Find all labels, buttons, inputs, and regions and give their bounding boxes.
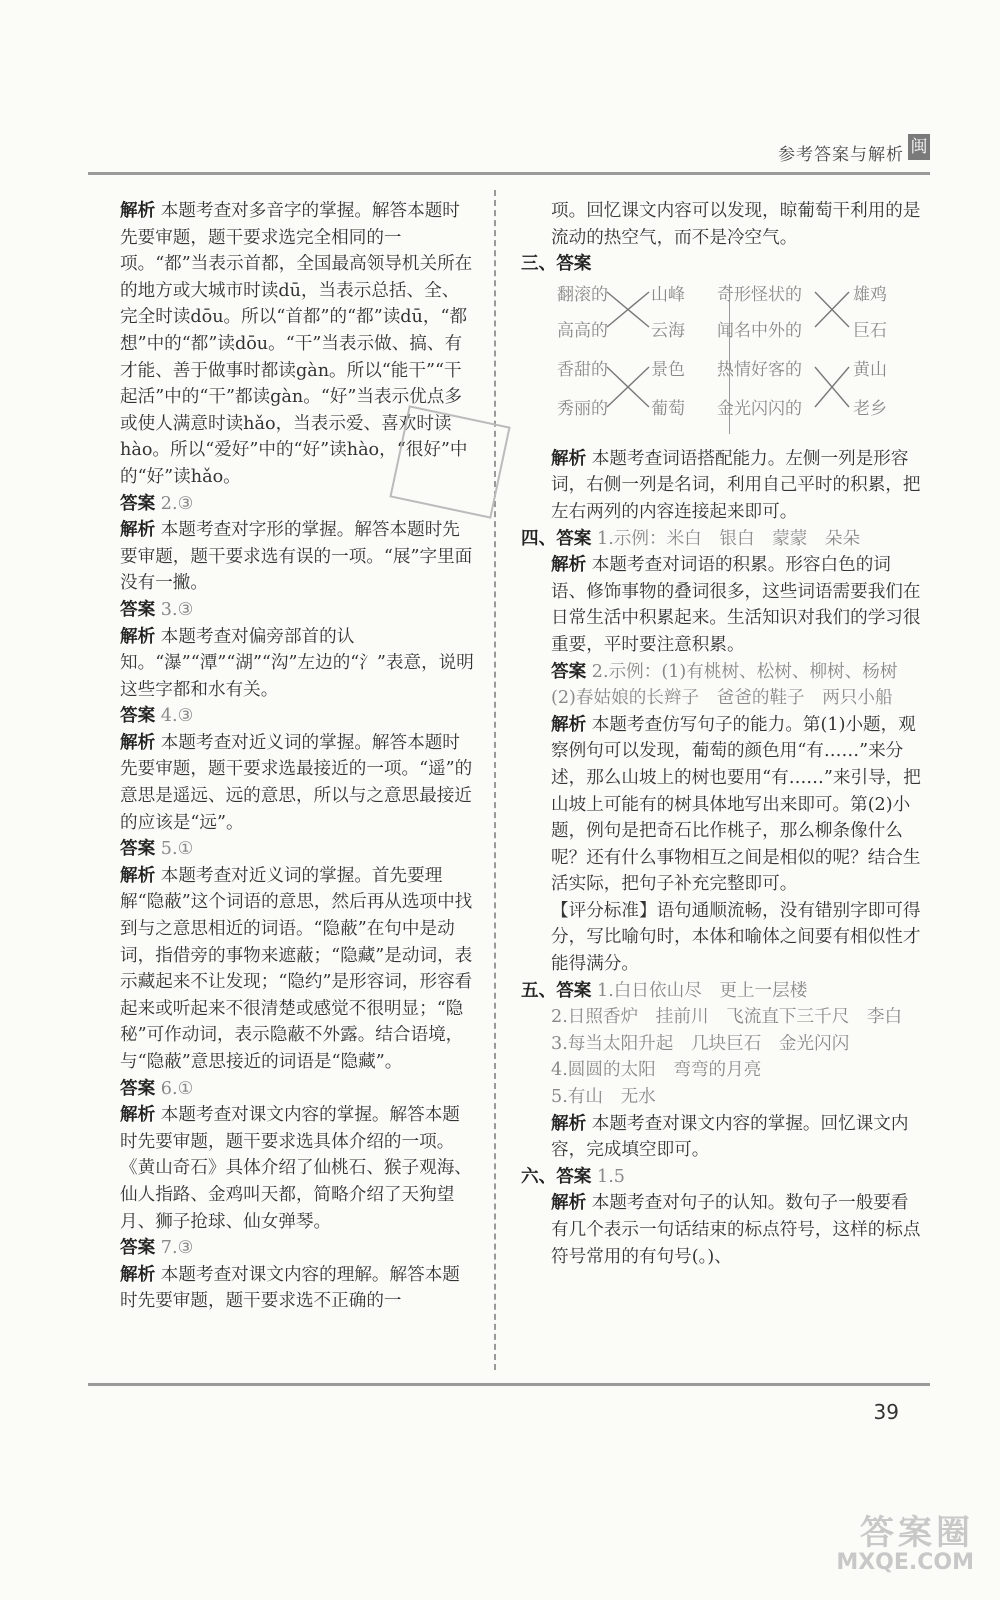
match-right-b-1: 雄鸡 [853,284,887,305]
section-4-criteria: 【评分标准】语句通顺流畅，没有错别字即可得分，写比喻句时，本体和喻体之间要有相似性才能得满分。 [551,900,921,975]
match-left-b-1: 奇形怪状的 [717,284,802,305]
analysis-paragraph: 解析 本题考查对字形的掌握。解答本题时先要审题，题干要求选有误的一项。“展”字里面没有一撇。 [120,520,473,594]
analysis-paragraph: 解析 本题考查对多音字的掌握。解答本题时先要审题，题干要求选完全相同的一项。“都”当表示首都，全国最高领导机关所在的地方或大城市时读dū，当表示总括、全、完全时读dōu。所以“首都”的“都”读dū，“都想”中的“都”读dōu。“干”当表示做、搞、有才能、善于做事时都读gàn。所以“能干”“干起活”中的“干”都读gàn。“好”当表示优点多或使人满意时读hǎo，当表示爱、喜欢时读hào。所以“爱好”中的“好”读hào，“很好”中的“好”读hǎo。 [120,201,473,487]
answer-line: 答案 7.③ [120,1238,194,1259]
analysis-paragraph: 解析 本题考查对近义词的掌握。首先要理解“隐蔽”这个词语的意思，然后再从选项中找到与之意思相近的词语。“隐蔽”在句中是动词，指借旁的事物来遮蔽；“隐藏”是动词，表示藏起来不让发现；“隐约”是形容词，形容看起来或听起来不很清楚或感觉不很明显；“隐秘”可作动词，表示隐蔽不外露。结合语境，与“隐蔽”意思接近的词语是“隐藏”。 [120,865,473,1072]
analysis-paragraph: 解析 本题考查对课文内容的理解。解答本题时先要审题，题干要求选不正确的一 [120,1264,460,1312]
section-4-analysis-2: 解析 本题考查仿写句子的能力。第(1)小题，观察例句可以发现，葡萄的颜色用“有……”来分述，那么山坡上的树也要用“有……”来引导，把山坡上可能有的树具体地写出来即可。第(2)小题，例句是把奇石比作桃子，那么柳条像什么呢？还有什么事物相互之间是相似的呢？结合生活实际，把句子补充完整即可。 [551,714,921,895]
header-badge: 闽 [908,134,930,160]
watermark-url: MXQE.COM [836,1550,974,1575]
match-left-b-4: 金光闪闪的 [717,398,802,419]
section-4-analysis-1: 解析 本题考查对词语的积累。形容白色的词语、修饰事物的叠词很多，这些词语需要我们在日常生活中积累起来。生活知识对我们的学习很重要，平时要注意积累。 [551,555,921,655]
word-matching-diagram [557,282,921,442]
section-5-answer-2: 2.日照香炉 挂前川 飞流直下三千尺 李白 [551,1007,903,1028]
match-left-a-2: 高高的 [557,320,608,341]
match-right-a-1: 山峰 [651,284,685,305]
left-column [120,198,476,1315]
section-5-answer-1: 1.白日依山尽 更上一层楼 [597,980,808,1001]
section-4-answer-1: 1.示例：米白 银白 蒙蒙 朵朵 [597,528,861,549]
section-6-number: 六、 [521,1166,557,1187]
section-6-answer: 1.5 [597,1166,625,1187]
section-5-answer-5: 5.有山 无水 [551,1087,656,1108]
column-divider [494,190,496,1370]
section-3-analysis: 解析 本题考查词语搭配能力。左侧一列是形容词，右侧一列是名词，利用自己平时的积累，把左右两列的内容连接起来即可。 [551,448,921,522]
answer-line: 答案 4.③ [120,706,194,727]
match-left-a-3: 香甜的 [557,359,608,380]
analysis-paragraph: 解析 本题考查对近义词的掌握。解答本题时先要审题，题干要求选最接近的一项。“遥”的意思是遥远、远的意思，所以与之意思最接近的应该是“远”。 [120,732,473,833]
match-left-a-4: 秀丽的 [557,398,608,419]
match-left-b-2: 闻名中外的 [717,320,802,341]
answer-line: 答案 2.③ [120,493,194,514]
section-4-number: 四、 [521,528,557,549]
match-right-b-3: 黄山 [853,359,887,380]
section-6-analysis: 解析 本题考查对句子的认知。数句子一般要看有几个表示一句话结束的标点符号，这样的标点符号常用的有句号(。)、 [551,1193,921,1267]
header-title: 参考答案与解析 [778,145,904,165]
analysis-paragraph: 解析 本题考查对偏旁部首的认知。“瀑”“潭”“湖”“沟”左边的“氵”表意，说明这些字都和水有关。 [120,626,474,700]
top-divider [88,172,930,175]
section-4-answer-2: 答案 2.示例：(1)有桃树、松树、柳树、杨树 [551,661,898,682]
section-5-answer-4: 4.圆圆的太阳 弯弯的月亮 [551,1060,762,1081]
analysis-paragraph: 解析 本题考查对课文内容的掌握。解答本题时先要审题，题干要求选具体介绍的一项。《黄山奇石》具体介绍了仙桃石、猴子观海、仙人指路、金鸡叫天都，简略介绍了天狗望月、狮子抢球、仙女弹琴。 [120,1105,472,1232]
answer-line: 答案 5.① [120,839,194,860]
section-5-answer-3: 3.每当太阳升起 几块巨石 金光闪闪 [551,1033,850,1054]
match-left-b-3: 热情好客的 [717,359,802,380]
section-5-analysis: 解析 本题考查对课文内容的掌握。回忆课文内容，完成填空即可。 [551,1113,909,1161]
answer-line: 答案 6.① [120,1078,194,1099]
continuation-text: 项。回忆课文内容可以发现，晾葡萄干利用的是流动的热空气，而不是冷空气。 [551,201,921,248]
bottom-divider [88,1383,930,1386]
section-5-number: 五、 [521,980,557,1001]
match-right-a-2: 云海 [651,320,685,341]
section-3-number: 三、 [521,254,557,275]
match-right-a-4: 葡萄 [651,398,685,419]
answer-line: 答案 3.③ [120,599,194,620]
right-column: 项。回忆课文内容可以发现，晾葡萄干利用的是流动的热空气，而不是冷空气。 三、答案 翻滚的 高高的 香甜的 秀丽的 山峰 云海 景色 葡萄 奇形怪状的 闻名中外的 热情好客的 金光闪闪的 雄鸡 巨石 黄山 老乡 解析 本题考查词语搭配能力。左侧一列是形容词，右侧一列是名词，利用自己平时的积累，把左右两列的内容连接起来即可。 四、答案 1.示例：米白 银白 蒙蒙 朵朵 解析 本题考查对词语的积累。形容白色的词语、修饰事物的叠词很多，这些词语需要我们在日常生活中积累起来。生活知识对我们的学习很重要，平时要注意积累。 答案 2.示例：(1)有桃树、松树、柳树、杨树 (2)春姑娘的长辫子 爸爸的鞋子 两只小船 解析 本题考查仿写句子的能力。第(1)小题，观察例句可以发现，葡萄的颜色用“有……”来分述，那么山坡上的树也要用“有……”来引导，把山坡上可能有的树具体地写出来即可。第(2)小题，例句是把奇石比作桃子，那么柳条像什么呢？还有什么事物相互之间是相似的呢？结合生活实际，把句子补充完整即可。 【评分标准】语句通顺流畅，没有错别字即可得分，写比喻句时，本体和喻体之间要有相似性才能得满分。 五、答案 1.白日依山尽 更上一层楼 2.日照香炉 挂前川 飞流直下三千尺 李白 3.每当太阳升起 几块巨石 金光闪闪 4.圆圆的太阳 弯弯的月亮 5.有山 无水 解析 本题考查对课文内容的掌握。回忆课文内容，完成填空即可。 六、答案 1.5 解析 本题考查对句子的认知。数句子一般要看有几个表示一句话结束的标点符号，这样的标点符号常用的有句号(。)、 [521,198,921,1270]
match-right-b-2: 巨石 [853,320,887,341]
section-3-answer-label: 答案 [556,254,592,275]
match-left-a-1: 翻滚的 [557,284,608,305]
section-4-answer-2b: (2)春姑娘的长辫子 爸爸的鞋子 两只小船 [551,688,893,709]
match-right-b-4: 老乡 [853,398,887,419]
page-number: 39 [873,1400,899,1424]
match-right-a-3: 景色 [651,359,685,380]
watermark-logo: 答案圈 [860,1513,974,1553]
